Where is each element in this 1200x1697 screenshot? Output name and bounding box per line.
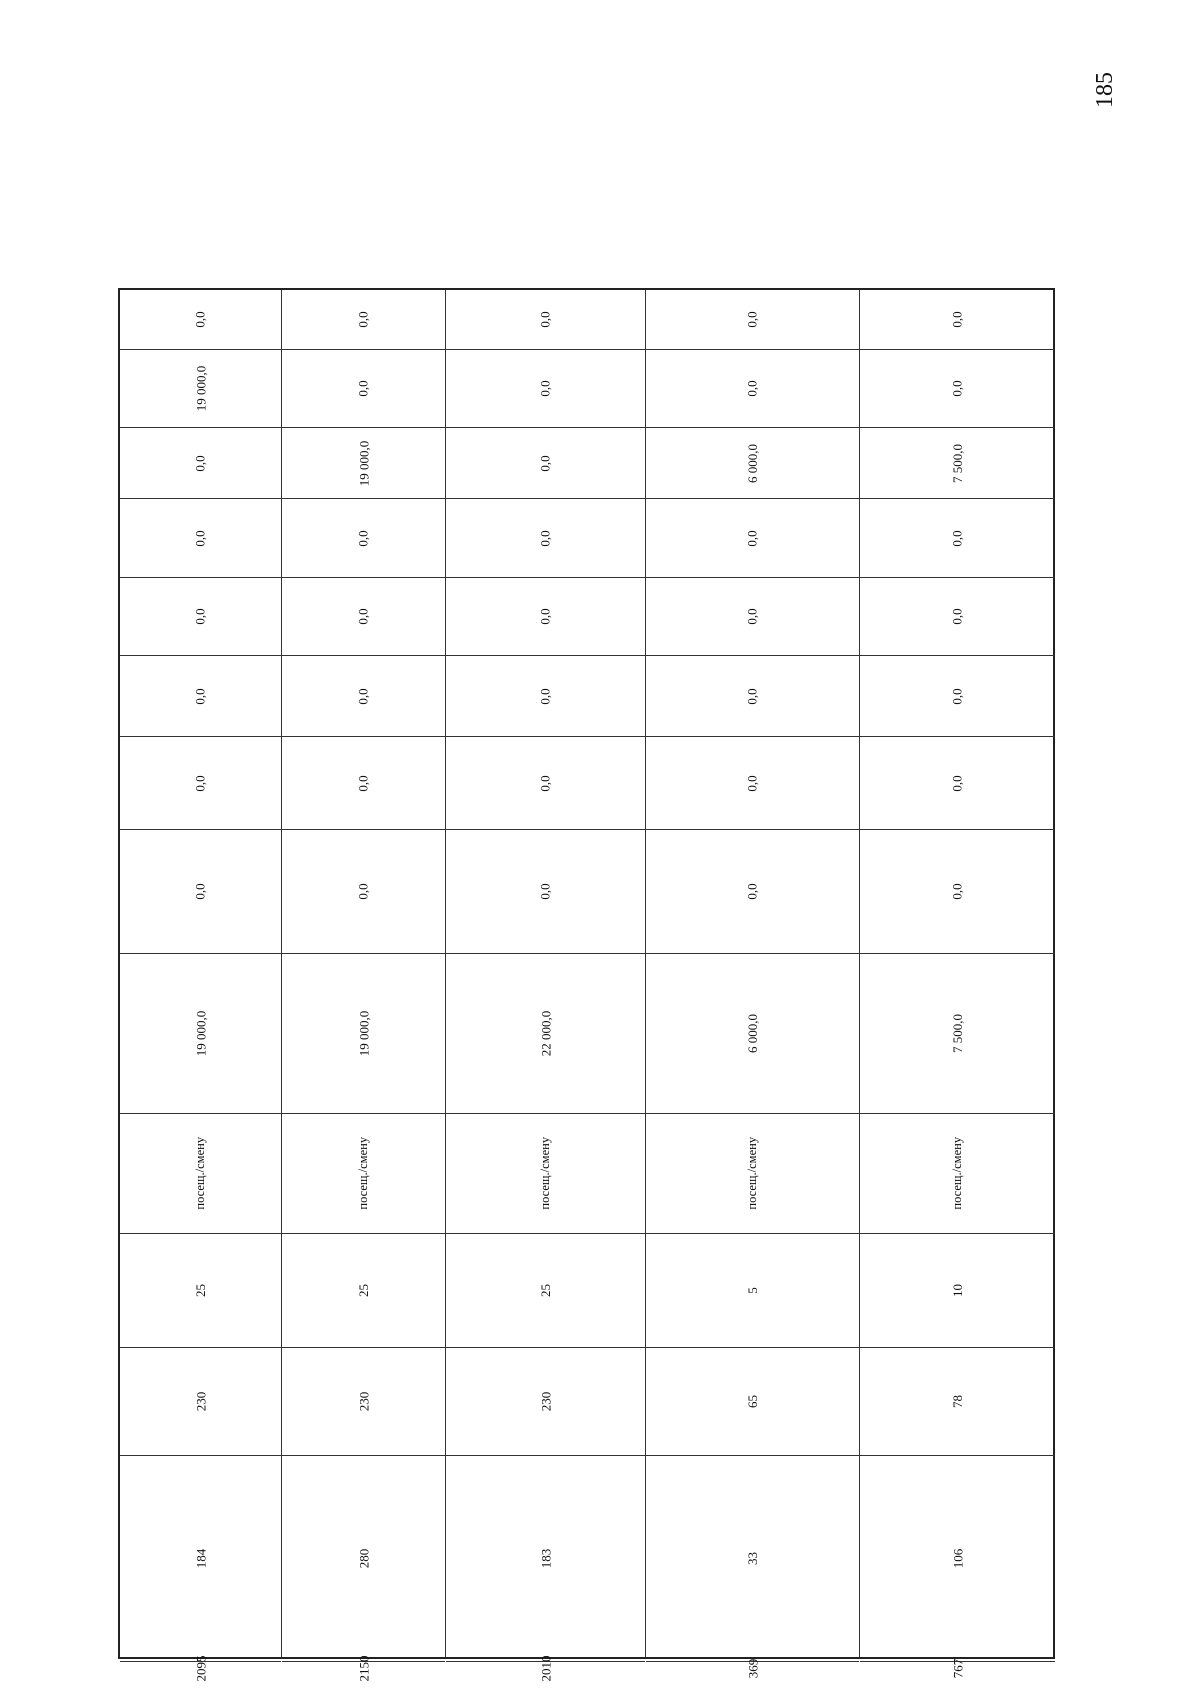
table-cell	[282, 1455, 445, 1661]
cell-value: 106	[950, 1548, 965, 1569]
table-cell	[282, 829, 445, 953]
cell-value: 6 000,0	[745, 443, 760, 483]
cell-value: 0,0	[950, 529, 965, 547]
cell-value: 2150	[356, 1655, 371, 1682]
table-cell	[120, 577, 281, 655]
table-cell	[446, 290, 645, 349]
table-cell	[282, 1347, 445, 1455]
table-cell	[860, 1347, 1055, 1455]
table-cell	[646, 290, 859, 349]
page-number: 185	[1091, 72, 1118, 108]
cell-value: 0,0	[538, 608, 553, 625]
table-cell	[446, 498, 645, 577]
table-cell	[860, 498, 1055, 577]
cell-value: 19 000,0	[193, 1010, 208, 1057]
table-cell	[446, 577, 645, 655]
table-cell	[646, 1233, 859, 1347]
cell-value: 0,0	[538, 454, 553, 472]
table-cell	[446, 1113, 645, 1233]
table-cell	[120, 349, 281, 427]
cell-value: 0,0	[538, 774, 553, 792]
cell-value: 0,0	[356, 529, 371, 547]
cell-value: 0,0	[193, 774, 208, 792]
cell-value: 230	[193, 1391, 208, 1412]
table-cell	[120, 427, 281, 498]
cell-value: 0,0	[950, 380, 965, 397]
cell-value: 230	[538, 1391, 553, 1412]
table-cell	[446, 1233, 645, 1347]
table-cell	[860, 577, 1055, 655]
cell-value: 0,0	[193, 687, 208, 705]
cell-value: 0,0	[193, 608, 208, 625]
table-cell	[120, 736, 281, 829]
cell-value: 2010	[538, 1655, 553, 1682]
cell-value: посещ./смену	[193, 1137, 208, 1210]
cell-value: 0,0	[538, 380, 553, 397]
cell-value: посещ./смену	[745, 1137, 760, 1210]
table-cell	[860, 290, 1055, 349]
table-cell	[646, 577, 859, 655]
cell-value: 0,0	[745, 687, 760, 705]
cell-value: 65	[745, 1395, 760, 1408]
table-cell	[120, 1233, 281, 1347]
cell-value: 0,0	[950, 687, 965, 705]
table-cell	[282, 1113, 445, 1233]
table-cell	[282, 498, 445, 577]
cell-value: посещ./смену	[356, 1137, 371, 1210]
table-cell	[446, 655, 645, 736]
table-cell	[646, 1658, 859, 1679]
table-cell	[120, 953, 281, 1113]
cell-value: 767	[950, 1658, 965, 1679]
cell-value: посещ./смену	[538, 1137, 553, 1210]
cell-value: 0,0	[193, 883, 208, 900]
table-cell	[646, 427, 859, 498]
table-cell	[282, 290, 445, 349]
table-cell	[282, 1655, 445, 1682]
table-cell	[446, 953, 645, 1113]
table-cell	[860, 1113, 1055, 1233]
table-cell	[120, 655, 281, 736]
cell-value: 25	[356, 1284, 371, 1297]
cell-value: 19 000,0	[356, 440, 371, 486]
table-cell	[646, 829, 859, 953]
cell-value: 0,0	[356, 311, 371, 328]
cell-value: 0,0	[745, 529, 760, 547]
cell-value: 7 500,0	[950, 1014, 965, 1053]
table-cell	[120, 290, 281, 349]
cell-value: 0,0	[745, 380, 760, 397]
table-cell	[646, 349, 859, 427]
cell-value: 0,0	[356, 687, 371, 705]
table-cell	[860, 953, 1055, 1113]
cell-value: 0,0	[950, 608, 965, 625]
table-cell	[120, 1455, 281, 1661]
table-cell	[282, 577, 445, 655]
table-cell	[646, 1455, 859, 1661]
table-cell	[282, 953, 445, 1113]
table-cell	[446, 1655, 645, 1682]
cell-value: 25	[538, 1284, 553, 1297]
cell-value: 0,0	[745, 774, 760, 792]
table-row	[645, 290, 859, 1679]
cell-value: 0,0	[193, 454, 208, 472]
table-cell	[646, 498, 859, 577]
cell-value: 7 500,0	[950, 443, 965, 483]
cell-value: 0,0	[356, 380, 371, 397]
cell-value: 0,0	[356, 774, 371, 792]
table-row	[120, 290, 281, 1682]
table-cell	[120, 1655, 281, 1682]
cell-value: 0,0	[538, 529, 553, 547]
cell-value: 19 000,0	[193, 365, 208, 412]
table-cell	[860, 829, 1055, 953]
table-cell	[646, 1347, 859, 1455]
table-cell	[860, 655, 1055, 736]
data-table	[118, 288, 1055, 1682]
table-cell	[446, 427, 645, 498]
cell-value: 5	[745, 1287, 760, 1294]
table-cell	[646, 736, 859, 829]
cell-value: 0,0	[745, 608, 760, 625]
cell-value: 19 000,0	[356, 1010, 371, 1057]
cell-value: 0,0	[950, 883, 965, 900]
cell-value: 0,0	[538, 687, 553, 705]
cell-value: 25	[193, 1284, 208, 1297]
cell-value: 78	[950, 1395, 965, 1408]
table-cell	[646, 655, 859, 736]
cell-value: 369	[745, 1658, 760, 1679]
table-cell	[446, 829, 645, 953]
cell-value: 22 000,0	[538, 1010, 553, 1057]
table-cell	[282, 736, 445, 829]
cell-value: 6 000,0	[745, 1014, 760, 1053]
cell-value: 0,0	[193, 311, 208, 328]
table-cell	[860, 349, 1055, 427]
table-cell	[646, 1113, 859, 1233]
table-cell	[282, 655, 445, 736]
table-cell	[120, 1113, 281, 1233]
cell-value: 0,0	[356, 608, 371, 625]
table-cell	[860, 1455, 1055, 1661]
table-cell	[120, 1347, 281, 1455]
table-cell	[446, 1347, 645, 1455]
table-cell	[860, 427, 1055, 498]
table-cell	[446, 1455, 645, 1661]
table-cell	[860, 1233, 1055, 1347]
cell-value: 0,0	[356, 883, 371, 900]
cell-value: 0,0	[745, 311, 760, 328]
cell-value: 0,0	[950, 774, 965, 792]
table-row	[281, 290, 445, 1682]
cell-value: 2095	[193, 1655, 208, 1682]
table-cell	[120, 829, 281, 953]
cell-value: 183	[538, 1548, 553, 1569]
cell-value: посещ./смену	[950, 1137, 965, 1210]
table-cell	[446, 349, 645, 427]
cell-value: 184	[193, 1548, 208, 1569]
cell-value: 33	[745, 1552, 760, 1565]
table-cell	[860, 736, 1055, 829]
table-row	[445, 290, 645, 1682]
cell-value: 230	[356, 1391, 371, 1412]
table-cell	[446, 736, 645, 829]
cell-value: 0,0	[538, 883, 553, 900]
table-cell	[282, 1233, 445, 1347]
table-row	[859, 290, 1055, 1679]
table-cell	[860, 1658, 1055, 1679]
cell-value: 0,0	[193, 529, 208, 547]
cell-value: 10	[950, 1284, 965, 1297]
table-cell	[282, 427, 445, 498]
cell-value: 0,0	[538, 311, 553, 328]
table-cell	[646, 953, 859, 1113]
table-cell	[282, 349, 445, 427]
cell-value: 0,0	[745, 883, 760, 900]
cell-value: 0,0	[950, 311, 965, 328]
cell-value: 280	[356, 1548, 371, 1569]
table-cell	[120, 498, 281, 577]
